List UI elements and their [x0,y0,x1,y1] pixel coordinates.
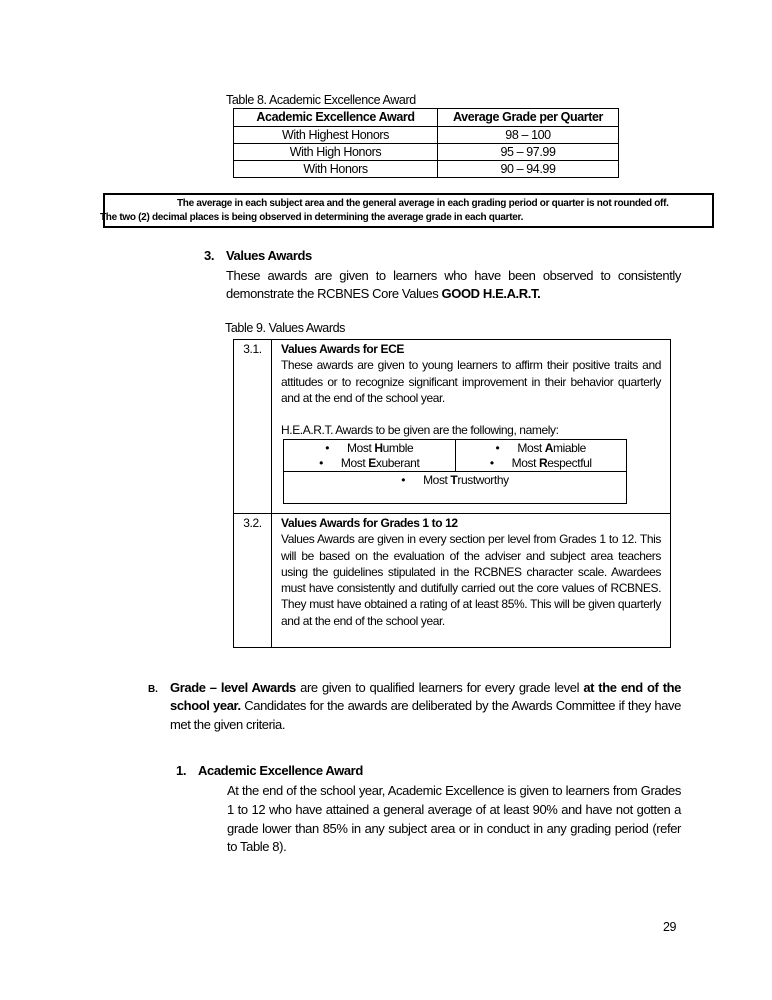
sectionB-text-2: Candidates for the awards are deliberated by the Awards Committee if they have met the given criteria. [170,698,681,732]
table8-cell-award: With High Honors [234,144,438,161]
table8-cell-award: With Highest Honors [234,127,438,144]
table9-row1-title: Values Awards for ECE [281,342,404,356]
award-label: Most Amiable [517,441,586,456]
section3-paragraph [226,267,681,304]
page-number: 29 [663,920,677,934]
table-row [234,127,619,144]
note-line-1: The average in each subject area and the general average in each grading period or quarter is not rounded off. [177,198,669,209]
heart-awards-row [284,440,627,472]
sectionB-label: B. [148,684,158,695]
list-item-most-respectful [456,456,627,471]
note-box [100,193,714,228]
table9-row2-title: Values Awards for Grades 1 to 12 [281,516,458,530]
table9-row2-body: Values Awards are given in every section per level from Grades 1 to 12. This will be based on the evaluation of the adviser and subject area teachers using the guidelines stipulated in the RCBNES character scale. Awardees must have consistently and dutifully carried out the core values of RCBNES. They must have obtained a rating of at least 85%. This will be given quarterly and at the end of the school year. [281,532,661,628]
sectionB-bold-2: at the end of the school year. [170,680,682,714]
table9-row-number: 3.1. [234,340,272,514]
award-label: Most Trustworthy [423,473,509,488]
table8-cell-grade: 98 – 100 [438,127,619,144]
heart-awards-table [283,439,627,504]
table-row [234,144,619,161]
table8-cell-grade: 95 – 97.99 [438,144,619,161]
award-label: Most Exuberant [340,455,420,470]
table9-row1-body: These awards are given to young learners to affirm their positive traits and attitudes or to recognize significant improvement in their behavior quarterly and at the end of the school year. [281,358,661,405]
section3-body-bold: GOOD H.E.A.R.T. [441,286,541,302]
bullet-icon: • [325,441,329,456]
table8-cell-grade: 90 – 94.99 [438,161,619,178]
table8-header-row [234,109,619,127]
table9-caption: Table 9. Values Awards [225,321,345,335]
heart-awards-merged-row [284,472,627,504]
section-academic-excellence [176,763,681,857]
section3-number: 3. [204,248,215,263]
section3-title: Values Awards [226,248,312,263]
table9-row-number: 3.2. [234,514,272,648]
section1-number: 1. [176,763,187,778]
bullet-icon: • [401,473,406,488]
bullet-icon: • [489,455,494,470]
table9-row-content [272,514,671,648]
table8-header-award: Academic Excellence Award [234,109,438,127]
table9-row-content [272,340,671,514]
award-label: Most Humble [347,441,414,456]
table9-row-ece [234,340,671,514]
sectionB-bold-lead: Grade – level Awards [170,680,296,695]
heart-cell-right [455,440,627,472]
section1-title: Academic Excellence Award [198,763,363,778]
sectionB-text-1: are given to qualified learners for every grade level [295,680,584,695]
table8-header-grade: Average Grade per Quarter [438,109,619,127]
section3-body-text: These awards are given to learners who have been observed to consistently demonstrate the RCBNES Core Values [226,268,681,302]
section-grade-level-awards [148,679,681,734]
heart-cell-merged [284,472,627,504]
heart-cell-left [284,440,456,472]
table8-caption: Table 8. Academic Excellence Award [226,93,416,107]
bullet-icon: • [495,441,500,456]
sectionB-paragraph [170,679,681,734]
list-item-most-trustworthy [284,473,626,488]
note-line-2: The two (2) decimal places is being observed in determining the average grade in each quarter. [100,212,524,223]
table8-cell-award: With Honors [234,161,438,178]
table9-values-awards [233,339,671,648]
list-item-most-amiable [456,441,627,456]
section3-heading [204,248,681,263]
table9-row-grades1to12 [234,514,671,648]
bullet-icon: • [319,455,323,470]
table8-academic-excellence [233,108,619,178]
list-item-most-exuberant [284,456,455,471]
table-row [234,161,619,178]
list-item-most-humble [284,441,455,456]
section1-paragraph: At the end of the school year, Academic Excellence is given to learners from Grades 1 to 12 who have attained a general average of at least 90% and have not gotten a grade lower than 85% in any subject area or in conduct in any grading period (refer to Table 8). [227,783,681,855]
award-label: Most Respectful [511,455,592,470]
heart-awards-intro: H.E.A.R.T. Awards to be given are the following, namely: [281,423,559,438]
section1-heading [176,763,681,778]
section-values-awards [204,248,681,304]
